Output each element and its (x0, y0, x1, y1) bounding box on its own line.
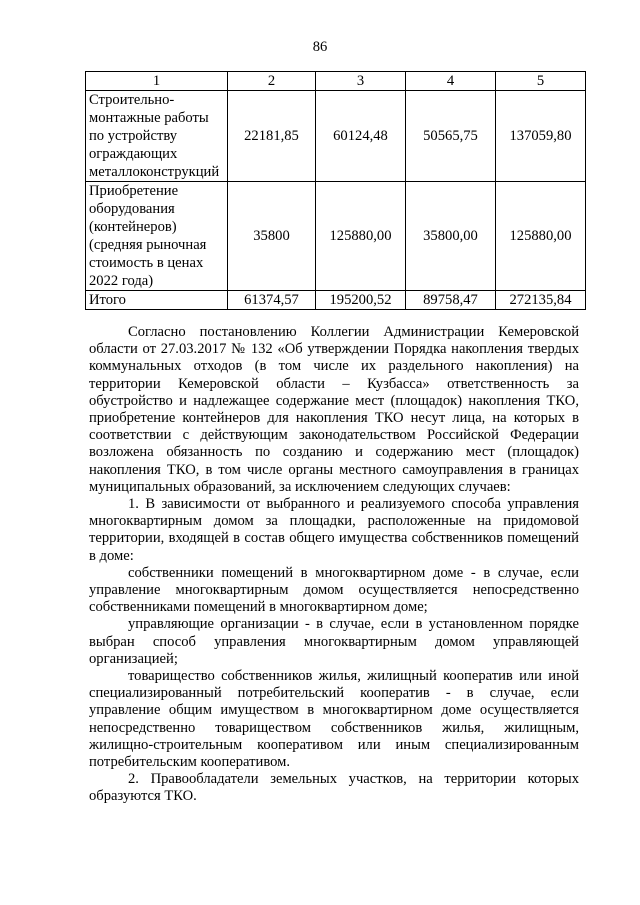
paragraph: управляющие организации - в случае, если в установленном порядке выбран способ управления многоквартирным домом управляющей организацией; (89, 616, 579, 667)
table-header-cell: 4 (406, 72, 496, 91)
table-header-cell: 3 (316, 72, 406, 91)
paragraph: товарищество собственников жилья, жилищный кооператив или иной специализированный потребительский кооператив - в случае, если управление общим имуществом в многоквартирном доме осуществляется непосредственно товариществом собственников жилья, жилищным, жилищно-строительным кооперативом или иным специализированным потребительским кооперативом. (89, 668, 579, 771)
table-row-label: Строительно-монтажные работы по устройству ограждающих металлоконструкций (86, 91, 228, 182)
table-cell: 137059,80 (496, 91, 586, 182)
table-cell: 272135,84 (496, 291, 586, 310)
body-text (89, 324, 579, 806)
table-cell: 195200,52 (316, 291, 406, 310)
table-cell: 60124,48 (316, 91, 406, 182)
table-cell: 35800 (228, 182, 316, 291)
table-cell: 89758,47 (406, 291, 496, 310)
cost-table (85, 71, 586, 310)
table-header-row (86, 72, 586, 91)
table-header-cell: 2 (228, 72, 316, 91)
table-cell: 61374,57 (228, 291, 316, 310)
paragraph: собственники помещений в многоквартирном доме - в случае, если управление многоквартирным домом осуществляется непосредственно собственниками помещений в многоквартирном доме; (89, 564, 579, 616)
paragraph: Согласно постановлению Коллегии Администрации Кемеровской области от 27.03.2017 № 132 «Об утверждении Порядка накопления твердых коммунальных отходов (в том числе их раздельного накопления) на территории Кемеровской области – Кузбасса» ответственность за обустройство и надлежащее содержание мест (площадок) накопления ТКО, приобретение контейнеров для накопления ТКО несут лица, на которых в соответствии с действующим законодательством Российской Федерации возложена обязанность по созданию и содержанию мест (площадок) накопления ТКО, в том числе органы местного самоуправления в границах муниципальных образований, за исключением следующих случаев: (89, 324, 579, 495)
table-cell: 50565,75 (406, 91, 496, 182)
table-header-cell: 1 (86, 72, 228, 91)
table-row (86, 91, 586, 182)
table-cell: 125880,00 (316, 182, 406, 291)
table-cell: 35800,00 (406, 182, 496, 291)
table-row-label: Итого (86, 291, 228, 310)
paragraph: 1. В зависимости от выбранного и реализуемого способа управления многоквартирным домом за площадки, расположенные на придомовой территории, входящей в состав общего имущества собственников помещений в доме: (89, 496, 579, 564)
table-row (86, 182, 586, 291)
table-row-label: Приобретение оборудования (контейнеров) (средняя рыночная стоимость в ценах 2022 года) (86, 182, 228, 291)
page-number: 86 (312, 39, 328, 55)
table-row-total (86, 291, 586, 310)
paragraph: 2. Правообладатели земельных участков, на территории которых образуются ТКО. (89, 771, 579, 805)
table-cell: 125880,00 (496, 182, 586, 291)
table-cell: 22181,85 (228, 91, 316, 182)
table-header-cell: 5 (496, 72, 586, 91)
